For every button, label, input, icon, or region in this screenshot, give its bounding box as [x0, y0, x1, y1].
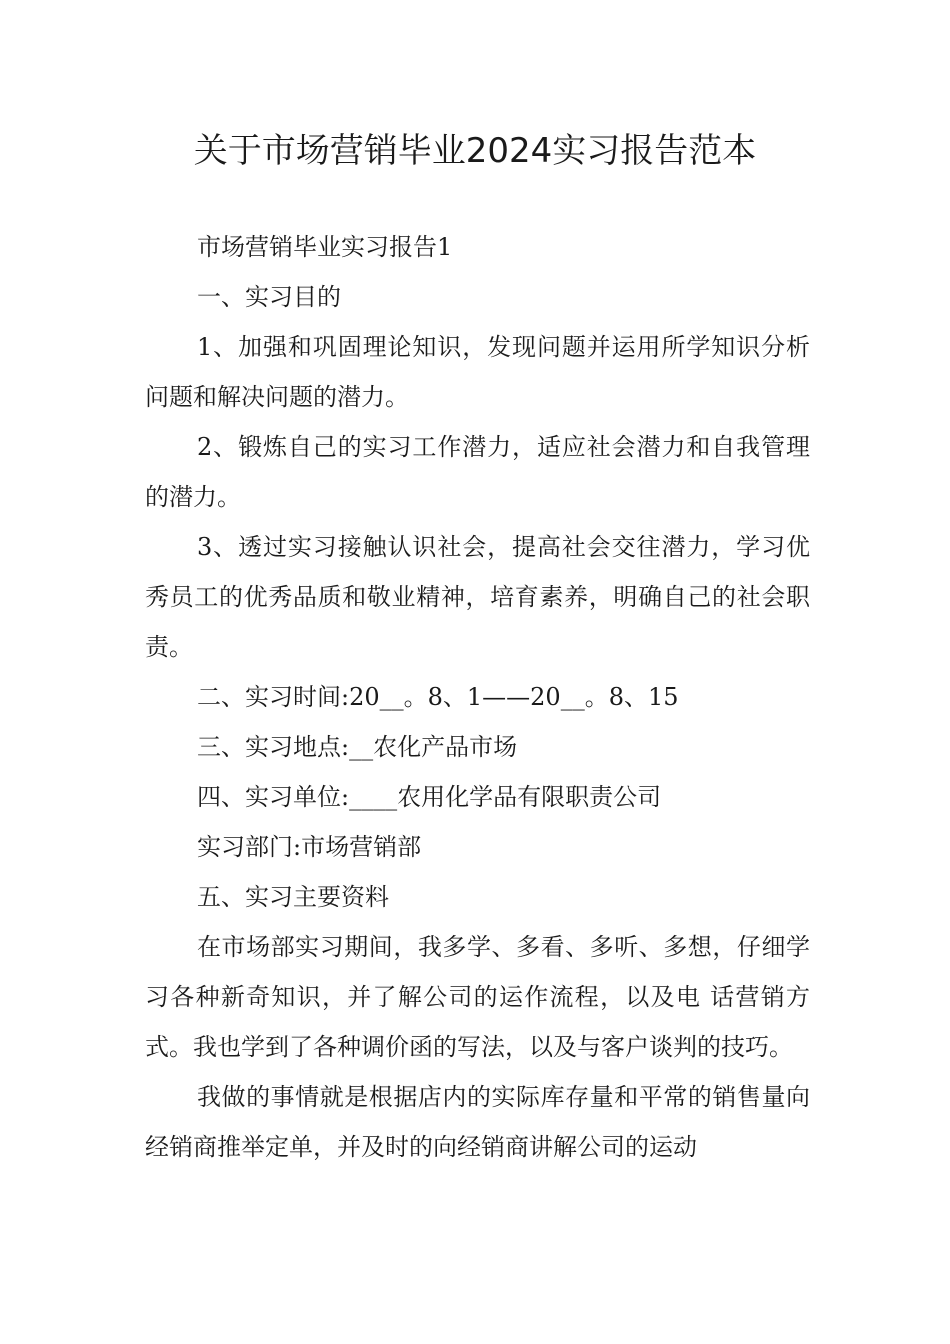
document-title: 关于市场营销毕业2024实习报告范本 — [193, 131, 757, 171]
paragraph-content-1: 在市场部实习期间，我多学、多看、多听、多想，仔细学习各种新奇知识，并了解公司的运作流程，以及电 话营销方式。我也学到了各种调价函的写法，以及与客户谈判的技巧。 — [145, 933, 810, 1061]
paragraph-section-content: 五、实习主要资料 — [197, 883, 389, 911]
paragraph-department: 实习部门:市场营销部 — [197, 833, 422, 861]
paragraph-purpose-3: 3、透过实习接触认识社会，提高社会交往潜力，学习优秀员工的优秀品质和敬业精神，培育素养，明确自己的社会职责。 — [145, 533, 810, 661]
document-body — [145, 222, 810, 1172]
paragraph-content-2: 我做的事情就是根据店内的实际库存量和平常的销售量向经销商推举定单，并及时的向经销商讲解公司的运动 — [145, 1083, 810, 1161]
paragraph-section-unit: 四、实习单位:____农用化学品有限职责公司 — [197, 783, 662, 811]
paragraph-section-time: 二、实习时间:20__。8、1——20__。8、15 — [197, 683, 679, 711]
paragraph-report-heading: 市场营销毕业实习报告1 — [197, 233, 453, 261]
paragraph-purpose-1: 1、加强和巩固理论知识，发现问题并运用所学知识分析问题和解决问题的潜力。 — [145, 333, 810, 411]
paragraph-purpose-2: 2、锻炼自己的实习工作潜力，适应社会潜力和自我管理的潜力。 — [145, 433, 810, 511]
paragraph-section-purpose: 一、实习目的 — [197, 283, 341, 311]
paragraph-section-location: 三、实习地点:__农化产品市场 — [197, 733, 518, 761]
